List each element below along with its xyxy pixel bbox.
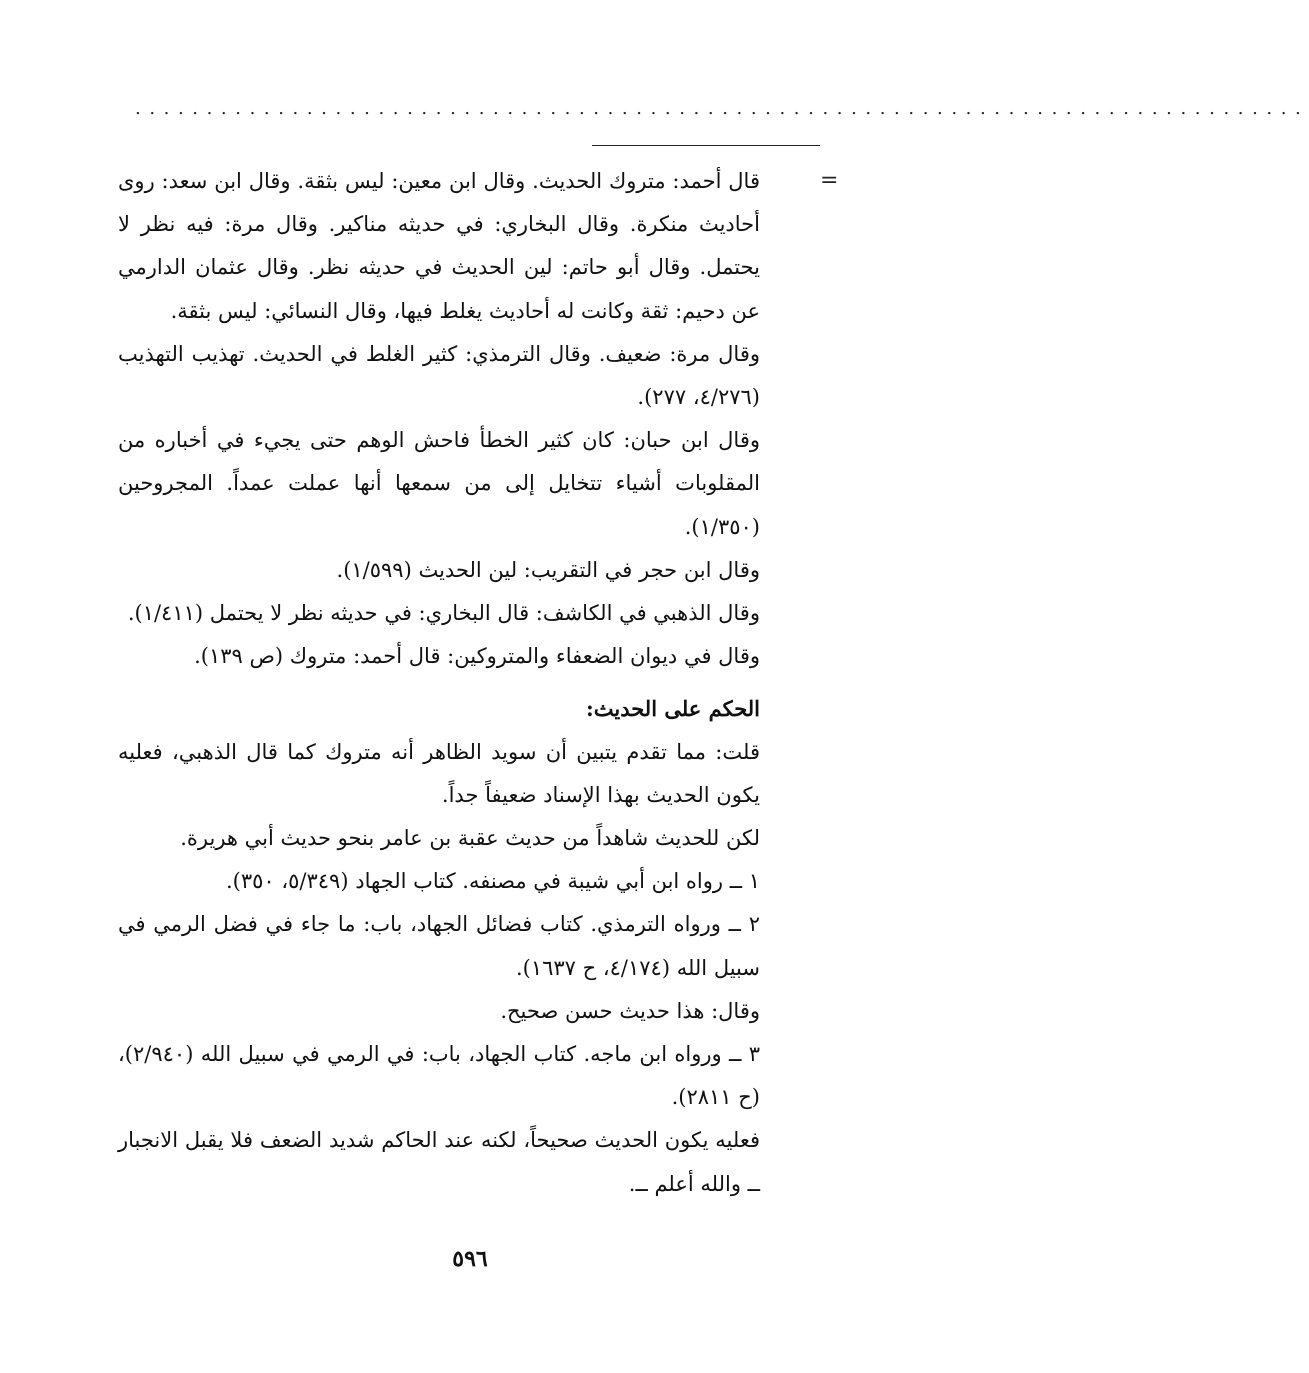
page-number: ٥٩٦ (452, 1246, 488, 1272)
footnote-paragraph: وقال ابن حبان: كان كثير الخطأ فاحش الوهم حتى يجيء في أخباره من المقلوبات أشياء تتخايل إلى من سمعها أنها عملت عمداً. المجروحين (١/٣٥٠). (118, 428, 760, 539)
ruling-paragraph: قلت: مما تقدم يتبين أن سويد الظاهر أنه متروك كما قال الذهبي، فعليه يكون الحديث بهذا الإسناد ضعيفاً جداً. (118, 739, 760, 807)
ruling-paragraph: ٣ ــ ورواه ابن ماجه. كتاب الجهاد، باب: في الرمي في سبيل الله (٢/٩٤٠)، (ح ٢٨١١). (118, 1042, 760, 1110)
ruling-paragraph: فعليه يكون الحديث صحيحاً، لكنه عند الحاكم شديد الضعف فلا يقبل الانجبار ــ والله أعلم ــ. (118, 1128, 760, 1196)
footnote-rule (592, 145, 820, 146)
continuation-mark: = (820, 168, 839, 193)
footnote-paragraph: وقال ابن حجر في التقريب: لين الحديث (١/٥٩٩). (336, 557, 760, 582)
footnote-paragraph: وقال مرة: ضعيف. وقال الترمذي: كثير الغلط في الحديث. تهذيب التهذيب (٤/٢٧٦، ٢٧٧). (118, 341, 760, 410)
footnote-paragraph: قال أحمد: متروك الحديث. وقال ابن معين: ليس بثقة. وقال ابن سعد: روى أحاديث منكرة. وقال البخاري: في حديثه مناكير. وقال مرة: فيه نظر لا يحتمل. وقال أبو حاتم: لين الحديث في حديثه نظر. وقال عثمان الدارمي عن دحيم: ثقة وكانت له أحاديث يغلط فيها، وقال النسائي: ليس بثقة. (118, 169, 760, 323)
section-heading: الحكم على الحديث: (586, 696, 760, 722)
ruling-paragraph: لكن للحديث شاهداً من حديث عقبة بن عامر بنحو حديث أبي هريرة. (180, 826, 760, 851)
page-body (118, 160, 760, 1206)
footnote-paragraph: وقال في ديوان الضعفاء والمتروكين: قال أحمد: متروك (ص ١٣٩). (194, 644, 760, 669)
ruling-paragraph: ٢ ــ ورواه الترمذي. كتاب فضائل الجهاد، باب: ما جاء في فضل الرمي في سبيل الله (٤/١٧٤، ح ١٦٣٧). (118, 912, 760, 980)
footnote-paragraph: وقال الذهبي في الكاشف: قال البخاري: في حديثه نظر لا يحتمل (١/٤١١). (127, 601, 760, 626)
ruling-paragraph: ١ ــ رواه ابن أبي شيبة في مصنفه. كتاب الجهاد (٥/٣٤٩، ٣٥٠). (225, 869, 760, 894)
ruling-paragraph: وقال: هذا حديث حسن صحيح. (500, 998, 760, 1023)
dotted-separator: .................................................................................. (135, 98, 1309, 119)
